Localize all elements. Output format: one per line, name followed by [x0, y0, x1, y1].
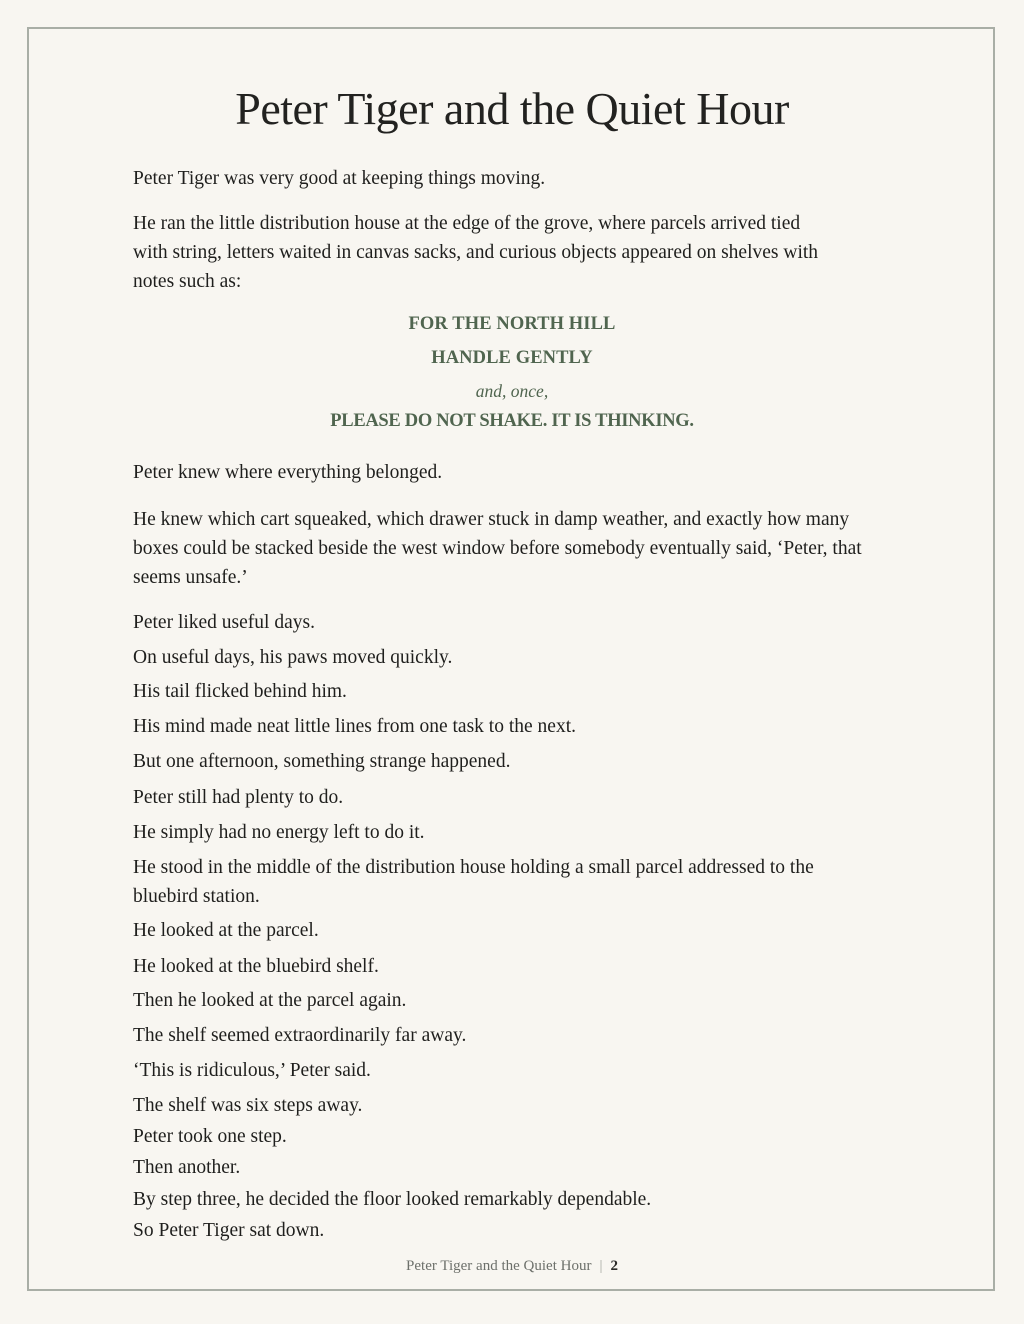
shelf-note: FOR THE NORTH HILL	[408, 314, 616, 334]
story-line: By step three, he decided the floor looked remarkably dependable.	[133, 1189, 652, 1210]
story-line: His mind made neat little lines from one task to the next.	[133, 716, 576, 737]
story-line: The shelf seemed extraordinarily far away.	[133, 1025, 467, 1046]
story-line: On useful days, his paws moved quickly.	[133, 647, 453, 668]
paragraph: He knew which cart squeaked, which drawer stuck in damp weather, and exactly how many boxes could be stacked beside the west window before somebody eventually said, ‘Peter, that seems unsafe.’	[133, 509, 862, 588]
note-connector: and, once,	[475, 381, 549, 401]
story-line: The shelf was six steps away.	[133, 1095, 363, 1116]
paragraph: Peter Tiger was very good at keeping things moving.	[133, 168, 546, 189]
story-line: ‘This is ridiculous,’ Peter said.	[133, 1060, 371, 1081]
page-title: Peter Tiger and the Quiet Hour	[235, 83, 789, 134]
paragraph: Peter knew where everything belonged.	[133, 462, 443, 483]
page-number: 2	[610, 1258, 618, 1274]
story-line: He simply had no energy left to do it.	[133, 822, 425, 843]
story-line: Peter took one step.	[133, 1126, 287, 1147]
page-footer	[0, 1258, 1024, 1275]
story-line: He looked at the bluebird shelf.	[133, 956, 379, 977]
story-line: Peter liked useful days.	[133, 612, 315, 633]
story-line: Peter still had plenty to do.	[133, 787, 344, 808]
footer-title: Peter Tiger and the Quiet Hour	[406, 1258, 592, 1274]
shelf-note: PLEASE DO NOT SHAKE. IT IS THINKING.	[330, 411, 694, 431]
story-line: He looked at the parcel.	[133, 920, 319, 941]
story-line: He stood in the middle of the distribution house holding a small parcel addressed to the bluebird station.	[133, 857, 814, 907]
story-line: Then he looked at the parcel again.	[133, 990, 407, 1011]
shelf-note: HANDLE GENTLY	[431, 348, 593, 368]
story-line: So Peter Tiger sat down.	[133, 1220, 325, 1241]
story-line: But one afternoon, something strange happened.	[133, 751, 511, 772]
paragraph: He ran the little distribution house at the edge of the grove, where parcels arrived tied with string, letters waited in canvas sacks, and curious objects appeared on shelves with notes such as:	[133, 213, 819, 292]
footer-separator: |	[599, 1258, 603, 1274]
story-line: His tail flicked behind him.	[133, 681, 347, 702]
story-line: Then another.	[133, 1157, 241, 1178]
